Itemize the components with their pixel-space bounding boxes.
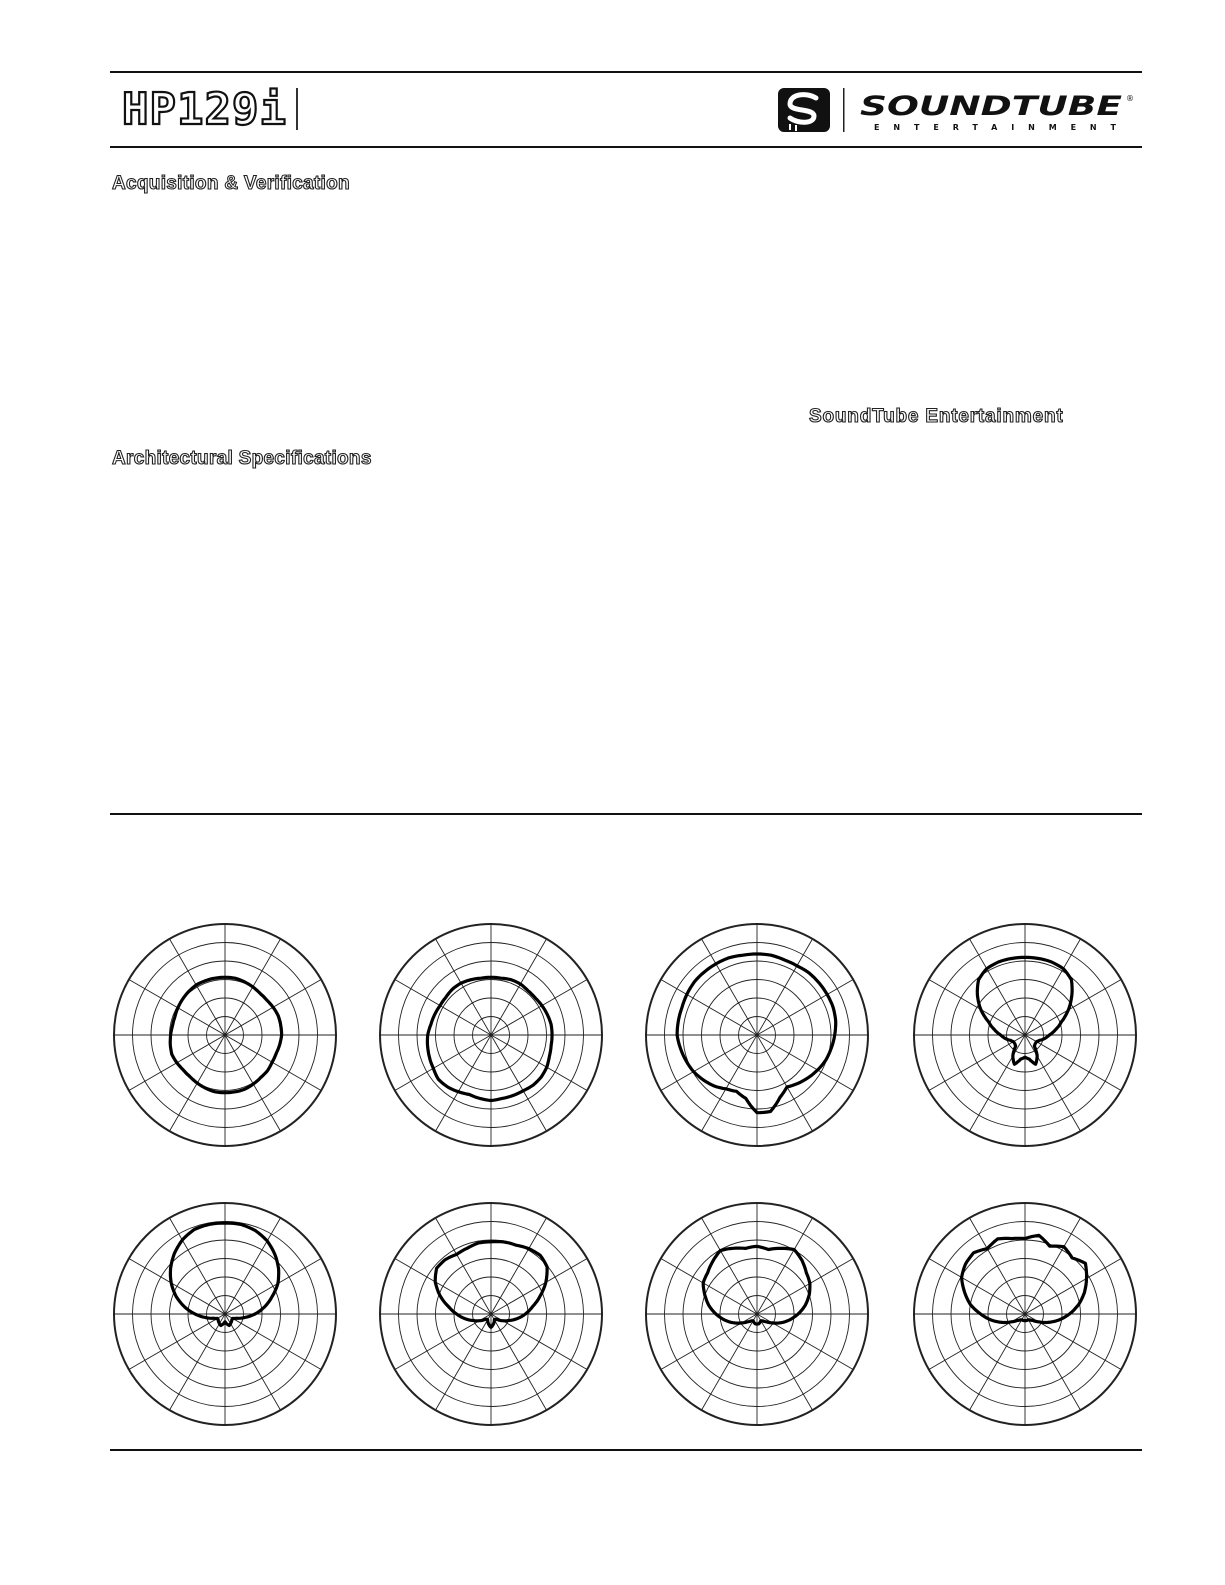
polar-plot-2 <box>380 924 602 1146</box>
company-name: SoundTube Entertainment <box>809 406 1064 427</box>
polar-plot-5 <box>114 1203 336 1425</box>
polar-response-curve <box>427 977 552 1100</box>
product-title: HP129i <box>122 84 287 135</box>
polar-plot-8 <box>914 1203 1136 1425</box>
logo-tagline: ENTERTAINMENT <box>874 123 1116 132</box>
logo-registered-mark: ® <box>1126 94 1134 103</box>
polar-plot-1 <box>114 924 336 1146</box>
architectural-heading: Architectural Specifications <box>112 448 372 469</box>
polar-plot-6 <box>380 1203 602 1425</box>
polar-plot-7 <box>646 1203 868 1425</box>
polar-plot-3 <box>646 924 868 1146</box>
logo-wordmark: SOUNDTUBE <box>860 91 1123 122</box>
polar-plot-4 <box>914 924 1136 1146</box>
acquisition-heading: Acquisition & Verification <box>112 173 350 194</box>
